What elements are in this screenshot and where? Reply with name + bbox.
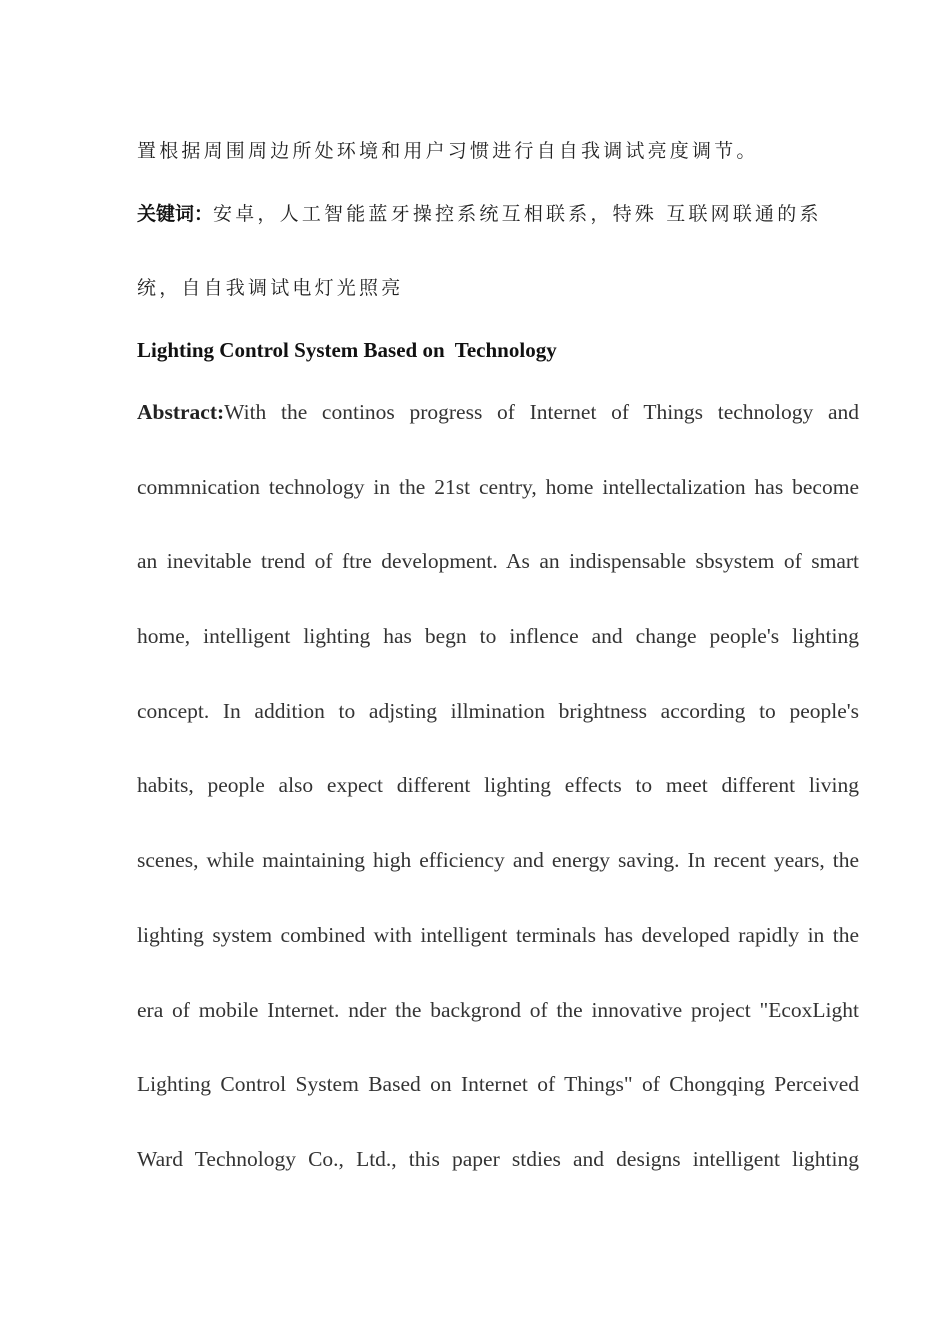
english-title: Lighting Control System Based on Technology — [137, 338, 557, 362]
abstract-line: commnication technology in the 21st centry, home intellectalization has become — [137, 474, 859, 499]
abstract-label: Abstract: — [137, 400, 225, 424]
abstract-line: Ward Technology Co., Ltd., this paper stdies and designs intelligent lighting — [137, 1146, 859, 1171]
abstract-line: concept. In addition to adjsting illmination brightness according to people's — [137, 698, 859, 723]
chinese-abstract-continuation: 置根据周围周边所处环境和用户习惯进行自自我调试亮度调节。 — [137, 140, 759, 162]
keywords-text-line-1: 安卓，人工智能蓝牙操控系统互相联系，特殊 互联网联通的系 — [213, 203, 822, 225]
abstract-line: era of mobile Internet. nder the backgrond of the innovative project "EcoxLight — [137, 997, 859, 1022]
chinese-keywords-line-2: 统，自自我调试电灯光照亮 — [137, 277, 404, 299]
abstract-line-text: With the continos progress of Internet of Things technology and — [224, 400, 859, 424]
abstract-line: lighting system combined with intelligent terminals has developed rapidly in the — [137, 922, 859, 947]
abstract-line: home, intelligent lighting has begn to inflence and change people's lighting — [137, 624, 859, 649]
chinese-keywords-line-1 — [137, 200, 859, 228]
abstract-line — [137, 397, 859, 472]
keywords-label: 关键词： — [137, 203, 214, 225]
english-abstract — [137, 397, 859, 1219]
abstract-line: Lighting Control System Based on Internet of Things" of Chongqing Perceived — [137, 1072, 859, 1097]
abstract-line: scenes, while maintaining high efficiency and energy saving. In recent years, the — [137, 848, 859, 873]
abstract-line: habits, people also expect different lighting effects to meet different living — [137, 773, 859, 798]
abstract-line: an inevitable trend of ftre development. As an indispensable sbsystem of smart — [137, 549, 859, 574]
